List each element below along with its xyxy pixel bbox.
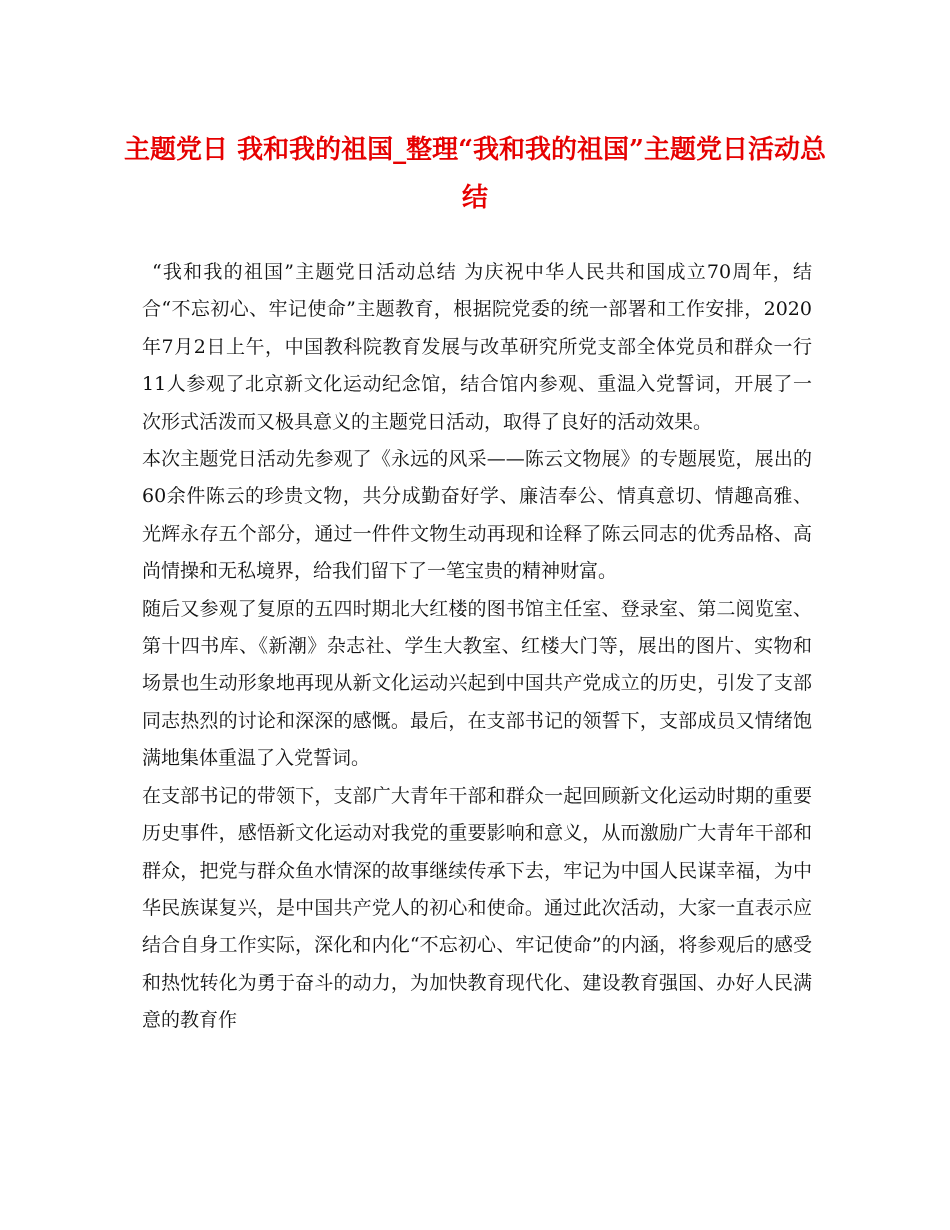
document-body <box>142 254 812 1040</box>
paragraph-reflection: 在支部书记的带领下，支部广大青年干部和群众一起回顾新文化运动时期的重要历史事件，感悟新文化运动对我党的重要影响和意义，从而激励广大青年干部和群众，把党与群众鱼水情深的故事继续传承下去，牢记为中国人民谋幸福，为中华民族谋复兴，是中国共产党人的初心和使命。通过此次活动，大家一直表示应结合自身工作实际，深化和内化“不忘初心、牢记使命”的内涵，将参观后的感受和热忱转化为勇于奋斗的动力，为加快教育现代化、建设教育强国、办好人民满意的教育作 <box>142 784 812 1032</box>
paragraph-chen-yun-exhibition: 本次主题党日活动先参观了《永远的风采——陈云文物展》的专题展览，展出的60余件陈云的珍贵文物，共分成勤奋好学、廉洁奉公、情真意切、情趣高雅、光辉永存五个部分，通过一件件文物生动再现和诠释了陈云同志的优秀品格、高尚情操和无私境界，给我们留下了一笔宝贵的精神财富。 <box>142 448 812 583</box>
paragraph-red-building-visit: 随后又参观了复原的五四时期北大红楼的图书馆主任室、登录室、第二阅览室、第十四书库、《新潮》杂志社、学生大教室、红楼大门等，展出的图片、实物和场景也生动形象地再现从新文化运动兴起到中国共产党成立的历史，引发了支部同志热烈的讨论和深深的感慨。最后，在支部书记的领誓下，支部成员又情绪饱满地集体重温了入党誓词。 <box>142 597 812 770</box>
document-title: 主题党日 我和我的祖国_整理“我和我的祖国”主题党日活动总结 <box>124 135 826 213</box>
paragraph-summary-intro: “我和我的祖国”主题党日活动总结 为庆祝中华人民共和国成立70周年，结合“不忘初心、牢记使命”主题教育，根据院党委的统一部署和工作安排，2020年7月2日上午，中国教科院教育发展与改革研究所党支部全体党员和群众一行11人参观了北京新文化运动纪念馆，结合馆内参观、重温入党誓词，开展了一次形式活泼而又极具意义的主题党日活动，取得了良好的活动效果。 <box>142 261 812 433</box>
